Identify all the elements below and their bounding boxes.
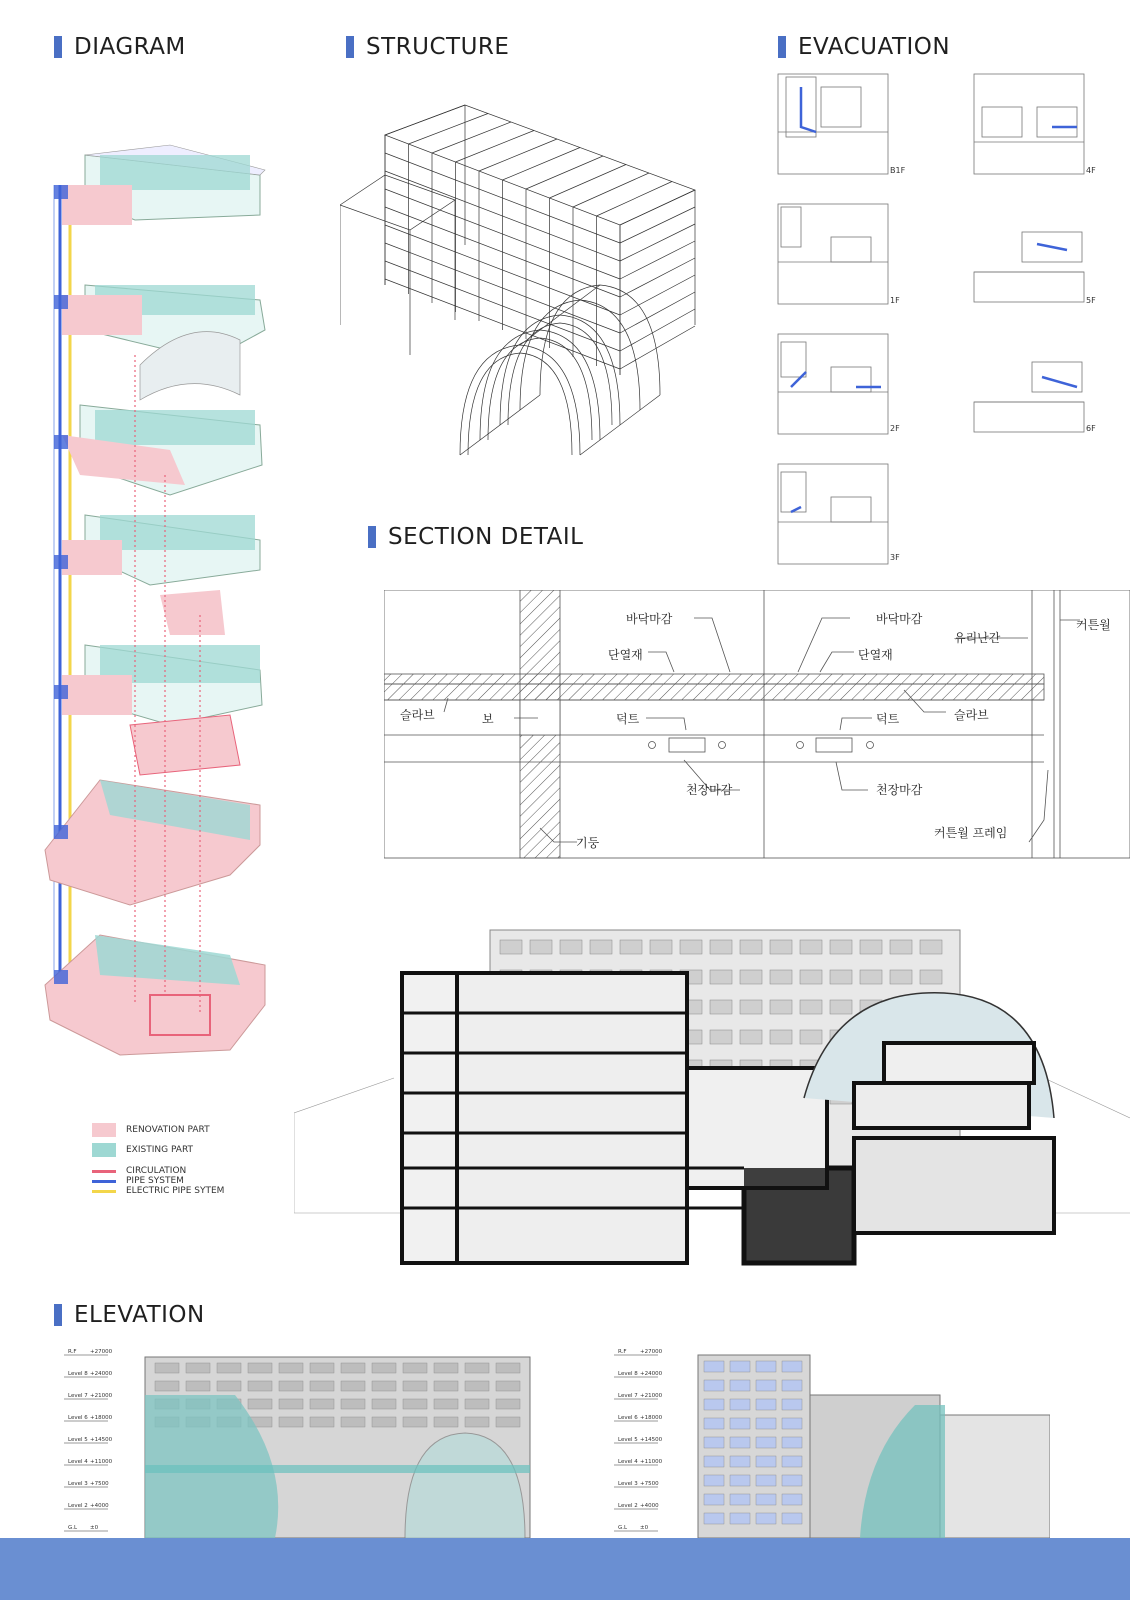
structure-title-text: STRUCTURE bbox=[366, 34, 510, 60]
level-name: G.L bbox=[68, 1525, 78, 1531]
evac-floor-label: B1F bbox=[890, 166, 906, 175]
evac-floor-label: 2F bbox=[890, 424, 900, 433]
legend-item-pipe bbox=[92, 1176, 224, 1186]
level-name: Level 5 bbox=[618, 1437, 638, 1443]
level-value: +21000 bbox=[90, 1393, 113, 1399]
core-block bbox=[54, 555, 68, 569]
level-value: +18000 bbox=[90, 1415, 113, 1421]
title-accent-bar bbox=[778, 36, 786, 58]
title-accent-bar bbox=[346, 36, 354, 58]
label-glass-railing: 유리난간 bbox=[954, 631, 1001, 645]
level-name: Level 5 bbox=[68, 1437, 88, 1443]
stage-pit bbox=[744, 1168, 854, 1263]
legend-label: CIRCULATION bbox=[126, 1166, 187, 1176]
label-ceiling-2: 천장마감 bbox=[876, 783, 923, 797]
legend-item-existing bbox=[92, 1140, 224, 1160]
level-value: +14500 bbox=[640, 1437, 663, 1443]
elevation-title-text: ELEVATION bbox=[74, 1302, 205, 1328]
level-value: +27000 bbox=[90, 1349, 113, 1355]
duct-box bbox=[816, 738, 852, 752]
level-name: Level 8 bbox=[618, 1371, 638, 1377]
title-accent-bar bbox=[368, 526, 376, 548]
floor-plate-b1 bbox=[45, 935, 265, 1055]
evacuation-title bbox=[778, 34, 950, 60]
duct-box bbox=[669, 738, 705, 752]
stair-core bbox=[402, 973, 457, 1263]
level-value: +4000 bbox=[640, 1503, 659, 1509]
label-insulation-2: 단열재 bbox=[858, 648, 893, 662]
evac-floor-label: 1F bbox=[890, 296, 900, 305]
evac-plan-5f bbox=[974, 232, 1084, 302]
section-detail-title bbox=[368, 524, 583, 550]
arch-base bbox=[854, 1138, 1054, 1233]
floor-plate-6 bbox=[62, 145, 265, 225]
core-block bbox=[54, 970, 68, 984]
floor-plate-1 bbox=[45, 780, 260, 905]
label-curtain-wall-frame: 커튼월 프레임 bbox=[934, 826, 1008, 840]
level-name: R.F bbox=[618, 1349, 627, 1355]
section-detail-title-text: SECTION DETAIL bbox=[388, 524, 584, 550]
structure-wireframe bbox=[340, 95, 710, 465]
arch-frames bbox=[460, 285, 660, 455]
circulation-swatch bbox=[92, 1170, 116, 1173]
level-name: Level 3 bbox=[68, 1481, 88, 1487]
level-markers-right bbox=[614, 1349, 663, 1531]
level-name: Level 7 bbox=[618, 1393, 638, 1399]
level-name: Level 4 bbox=[618, 1459, 638, 1465]
elevation-right bbox=[610, 1345, 1050, 1538]
main-block-section bbox=[457, 973, 687, 1263]
level-value: +4000 bbox=[90, 1503, 109, 1509]
label-curtain-wall: 커튼월 bbox=[1076, 618, 1111, 632]
footer-band bbox=[0, 1538, 1130, 1600]
legend-item-electric bbox=[92, 1186, 224, 1196]
diagram-title-text: DIAGRAM bbox=[74, 34, 186, 60]
level-name: Level 7 bbox=[68, 1393, 88, 1399]
label-duct-1: 덕트 bbox=[616, 712, 640, 726]
arch-floor-upper bbox=[884, 1043, 1034, 1083]
evac-floor-label: 4F bbox=[1086, 166, 1096, 175]
label-ceiling-1: 천장마감 bbox=[686, 783, 733, 797]
level-value: +7500 bbox=[90, 1481, 109, 1487]
level-value: ±0 bbox=[90, 1525, 99, 1531]
slab-hatch bbox=[384, 684, 1044, 700]
label-floor-finish-1: 바닥마감 bbox=[626, 612, 673, 626]
electric-swatch bbox=[92, 1190, 116, 1193]
core-block bbox=[54, 295, 68, 309]
exploded-axonometric-diagram bbox=[40, 115, 280, 1115]
evac-plan-1f bbox=[778, 204, 888, 304]
level-name: Level 2 bbox=[618, 1503, 638, 1509]
floor-plate-5 bbox=[62, 285, 265, 400]
grid-lines bbox=[385, 105, 695, 375]
evac-plan-2f bbox=[778, 334, 888, 434]
level-value: +7500 bbox=[640, 1481, 659, 1487]
level-value: +11000 bbox=[640, 1459, 663, 1465]
level-name: Level 8 bbox=[68, 1371, 88, 1377]
floor-finish bbox=[384, 674, 1044, 684]
legend-label: RENOVATION PART bbox=[126, 1125, 210, 1135]
label-slab-1: 슬라브 bbox=[400, 708, 435, 722]
level-name: Level 6 bbox=[68, 1415, 88, 1421]
evac-floor-label: 5F bbox=[1086, 296, 1096, 305]
level-name: Level 4 bbox=[68, 1459, 88, 1465]
evac-floor-label: 6F bbox=[1086, 424, 1096, 433]
floor-plate-4 bbox=[62, 405, 262, 495]
section-detail-drawing bbox=[384, 590, 1130, 860]
floor-plate-3 bbox=[62, 515, 260, 635]
arch-floor-lower bbox=[854, 1083, 1029, 1128]
title-accent-bar bbox=[54, 36, 62, 58]
core-block bbox=[54, 685, 68, 699]
core-block bbox=[54, 825, 68, 839]
pipe-swatch bbox=[92, 1180, 116, 1183]
existing-swatch bbox=[92, 1143, 116, 1157]
detail-frame bbox=[384, 590, 1130, 858]
level-value: +24000 bbox=[640, 1371, 663, 1377]
elevation-title bbox=[54, 1302, 205, 1328]
level-name: Level 2 bbox=[68, 1503, 88, 1509]
label-floor-finish-2: 바닥마감 bbox=[876, 612, 923, 626]
legend-label: EXISTING PART bbox=[126, 1145, 194, 1155]
legend-label: PIPE SYSTEM bbox=[126, 1176, 184, 1186]
renovation-swatch bbox=[92, 1123, 116, 1137]
floor-plate-2 bbox=[62, 645, 262, 775]
building-section-perspective bbox=[294, 928, 1130, 1268]
evac-floor-label: 3F bbox=[890, 553, 900, 562]
structure-title bbox=[346, 34, 509, 60]
level-value: +11000 bbox=[90, 1459, 113, 1465]
level-name: Level 3 bbox=[618, 1481, 638, 1487]
core-block bbox=[54, 435, 68, 449]
evac-plan-4f bbox=[974, 74, 1084, 174]
label-duct-2: 덕트 bbox=[876, 712, 900, 726]
level-markers-left bbox=[64, 1349, 113, 1531]
level-value: +21000 bbox=[640, 1393, 663, 1399]
diagram-legend bbox=[92, 1120, 224, 1196]
label-column: 기둥 bbox=[576, 836, 600, 850]
level-name: G.L bbox=[618, 1525, 628, 1531]
evacuation-title-text: EVACUATION bbox=[798, 34, 951, 60]
elevation-left bbox=[60, 1345, 580, 1538]
evac-plan-6f bbox=[974, 362, 1084, 432]
legend-item-circulation bbox=[92, 1166, 224, 1176]
level-value: +27000 bbox=[640, 1349, 663, 1355]
label-slab-2: 슬라브 bbox=[954, 708, 989, 722]
label-beam: 보 bbox=[482, 712, 494, 726]
level-value: +24000 bbox=[90, 1371, 113, 1377]
evac-plan-3f bbox=[778, 464, 888, 564]
title-accent-bar bbox=[54, 1304, 62, 1326]
level-value: +18000 bbox=[640, 1415, 663, 1421]
right-block bbox=[940, 1415, 1050, 1538]
diagram-title bbox=[54, 34, 186, 60]
level-name: Level 6 bbox=[618, 1415, 638, 1421]
level-value: ±0 bbox=[640, 1525, 649, 1531]
evac-plan-b1f bbox=[778, 74, 888, 174]
legend-label: ELECTRIC PIPE SYTEM bbox=[126, 1186, 225, 1196]
core-block bbox=[54, 185, 68, 199]
level-value: +14500 bbox=[90, 1437, 113, 1443]
label-insulation-1: 단열재 bbox=[608, 648, 643, 662]
level-name: R.F bbox=[68, 1349, 77, 1355]
evacuation-plans bbox=[776, 72, 1106, 572]
legend-item-renovation bbox=[92, 1120, 224, 1140]
